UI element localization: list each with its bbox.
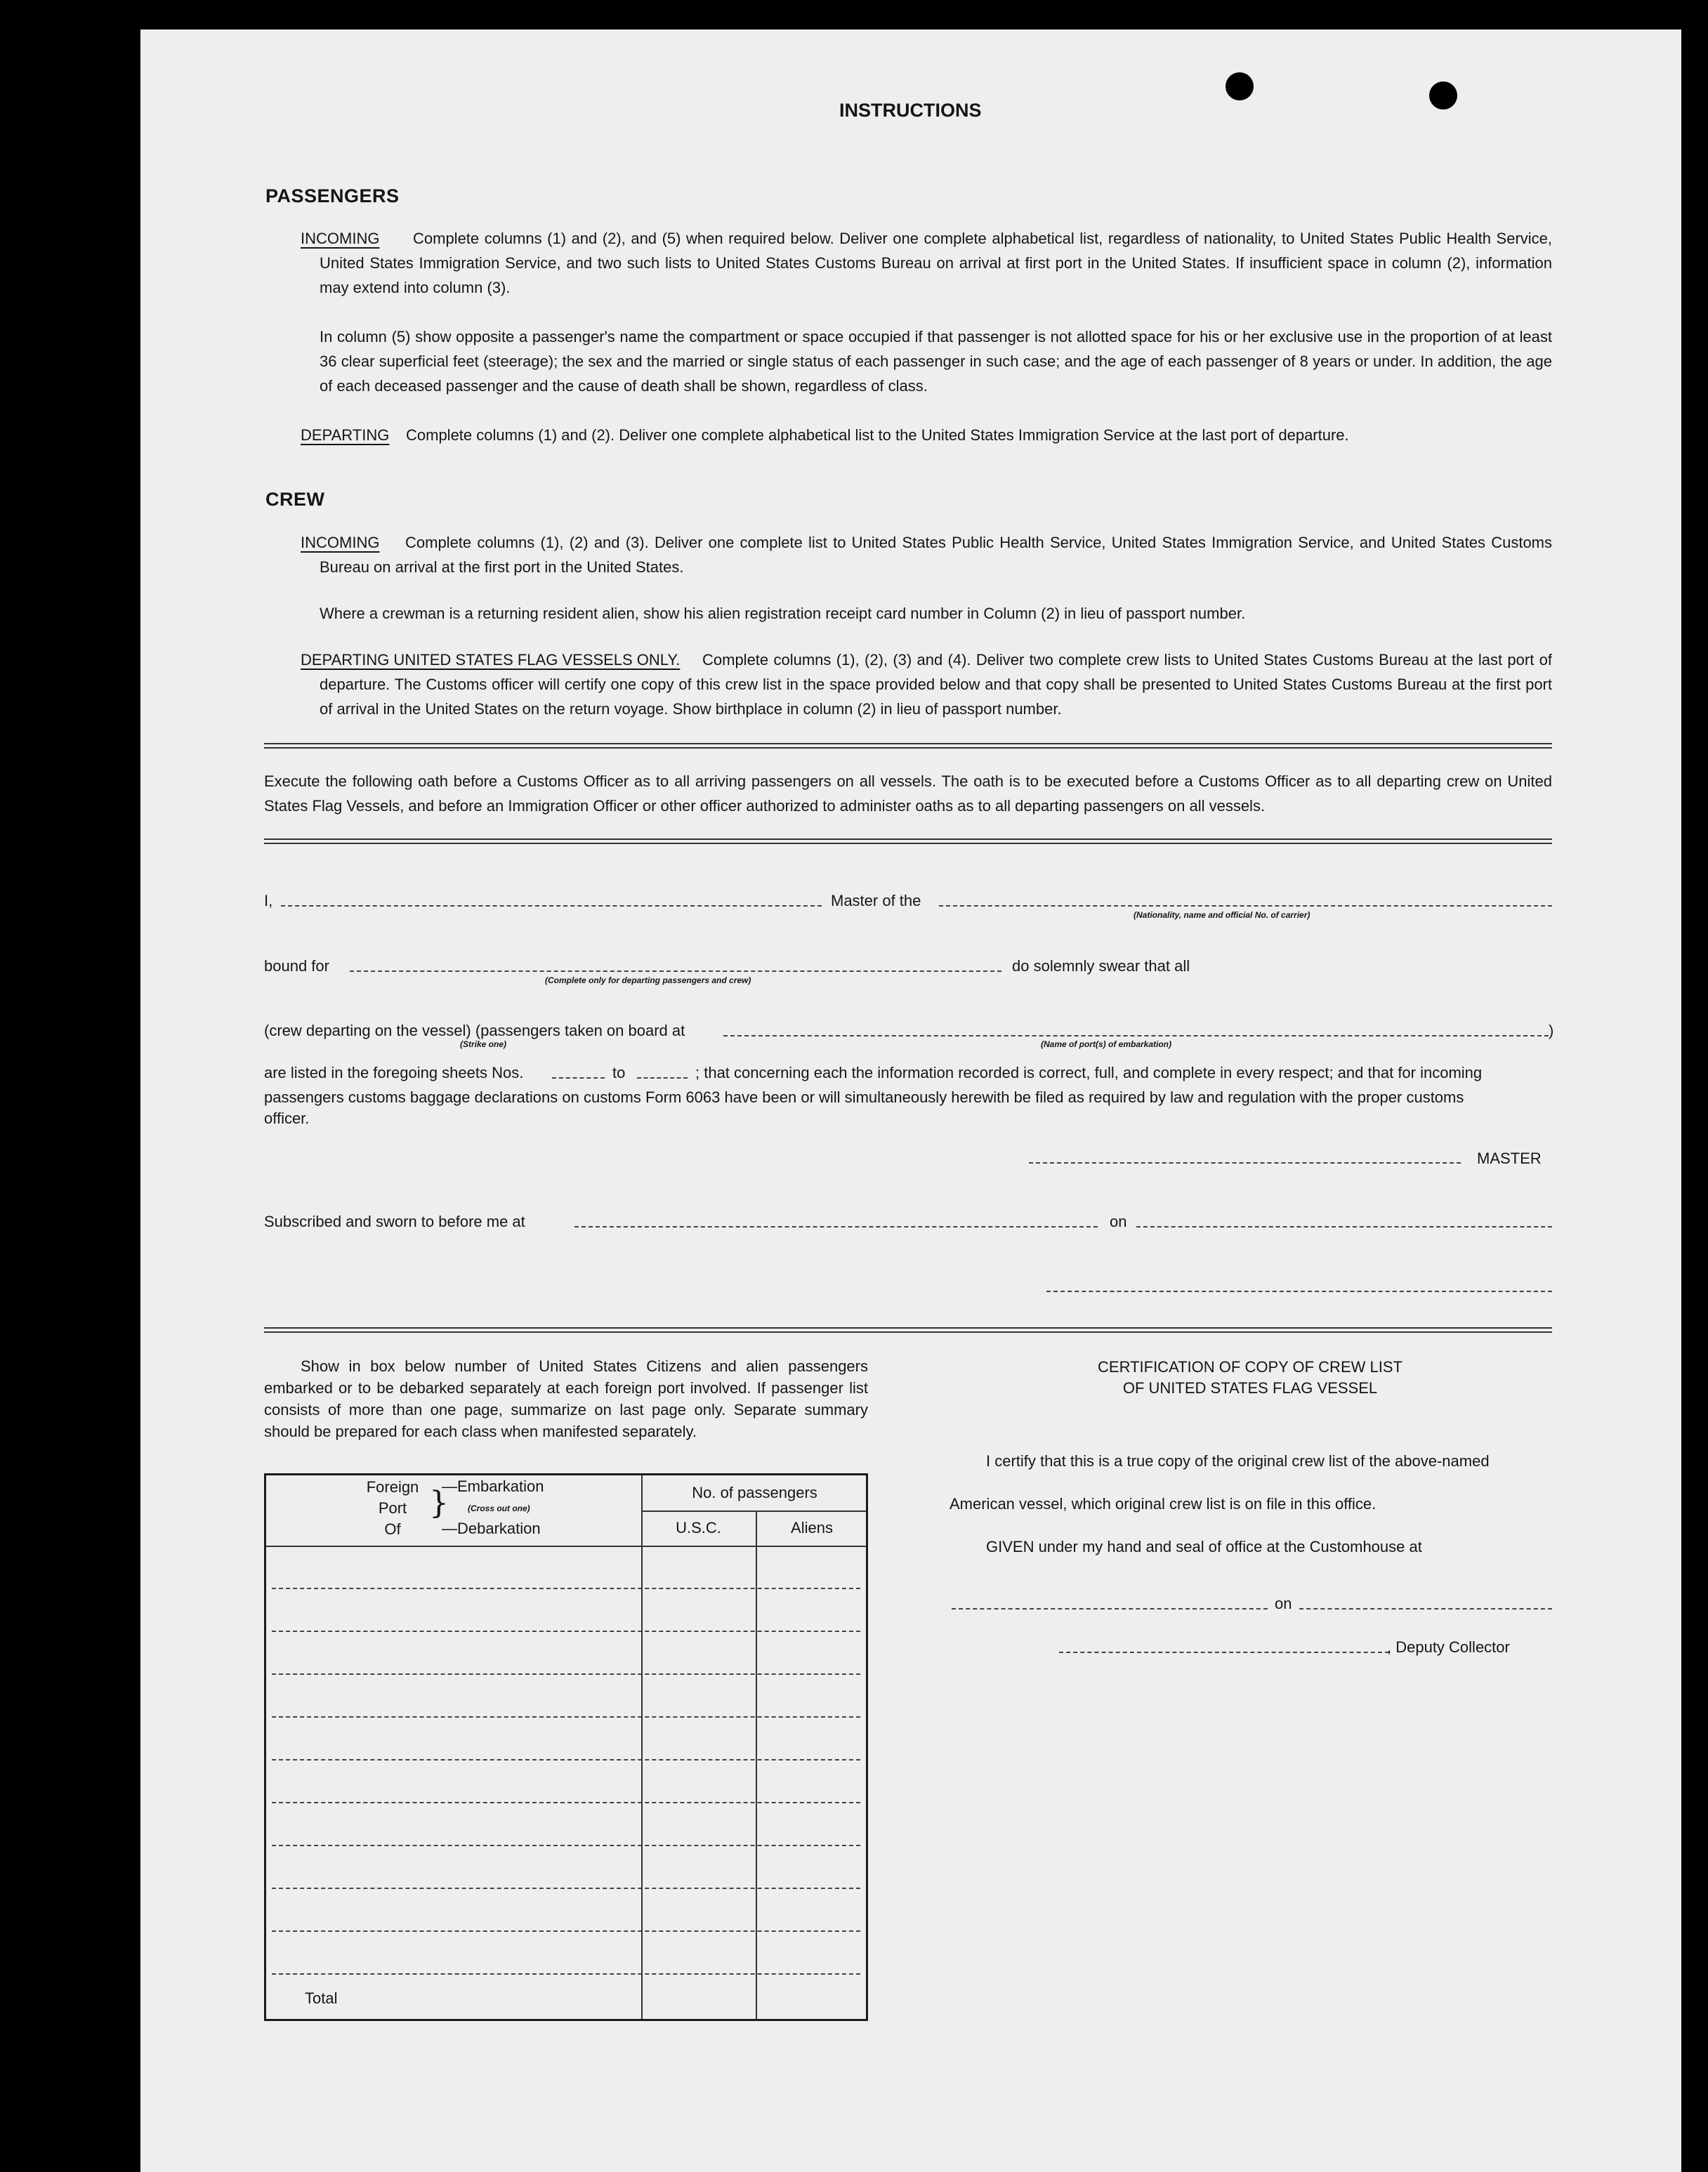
- passengers-column5-text: In column (5) show opposite a passenger's name the compartment or space occupied if that passenger is not allotted space for his or her exclusive use in the proportion of at least 36 clear superficial feet (steerage); the sex and the married or single status of each passenger in such case; and the age of each passenger of 8 years or under. In addition, the age of each deceased passenger and the cause of death shall be shown, regardless of class.: [320, 328, 1552, 395]
- debarkation-label: —Debarkation: [442, 1520, 541, 1537]
- listed-to-label: to: [612, 1064, 626, 1081]
- strike-one-note: (Strike one): [460, 1039, 507, 1049]
- table-row[interactable]: [272, 1888, 860, 1889]
- sheet-from-field[interactable]: [552, 1077, 605, 1079]
- table-divider: [641, 1510, 866, 1512]
- certification-date-field[interactable]: [1299, 1608, 1552, 1610]
- table-row[interactable]: [272, 1759, 860, 1760]
- given-text: GIVEN under my hand and seal of office at the Customhouse at: [986, 1538, 1422, 1555]
- table-row[interactable]: [272, 1673, 860, 1675]
- listed-label-a: are listed in the foregoing sheets Nos.: [264, 1064, 524, 1081]
- passengers-departing-text: Complete columns (1) and (2). Deliver one complete alphabetical list to the United States Immigration Service at the last port of departure.: [406, 426, 1349, 444]
- crew-incoming-label: INCOMING: [301, 534, 380, 551]
- passenger-summary-table: [264, 1473, 868, 2021]
- certification-heading-2: OF UNITED STATES FLAG VESSEL: [1122, 1379, 1378, 1397]
- listed-label-d: officer.: [264, 1110, 310, 1127]
- total-label: Total: [305, 1989, 338, 2007]
- ports-note: (Name of port(s) of embarkation): [1041, 1039, 1172, 1049]
- double-rule: [264, 843, 1552, 844]
- deputy-signature-field[interactable]: [1059, 1652, 1389, 1653]
- carrier-note: (Nationality, name and official No. of carrier): [1134, 910, 1310, 920]
- certify-text-b: American vessel, which original crew list is on file in this office.: [950, 1495, 1377, 1513]
- table-divider: [266, 1546, 866, 1547]
- passengers-departing-label: DEPARTING: [301, 426, 390, 444]
- oath-i-label: I,: [264, 892, 273, 909]
- subscribed-place-field[interactable]: [574, 1226, 1098, 1227]
- certify-text-a: I certify that this is a true copy of the original crew list of the above-named: [986, 1452, 1490, 1470]
- passengers-incoming-text: Complete columns (1) and (2), and (5) when required below. Deliver one complete alphabetical list, regardless of nationality, to United States Public Health Service, United States Immigration Service, and two such lists to United States Customs Bureau on arrival at first port in the United States. If insufficient space in column (2), information may extend into column (3).: [320, 230, 1552, 296]
- of-label: Of: [384, 1520, 401, 1538]
- master-label: MASTER: [1477, 1150, 1542, 1167]
- departing-note: (Complete only for departing passengers and crew): [545, 975, 751, 985]
- ports-field[interactable]: [723, 1035, 1549, 1036]
- subscribed-date-field[interactable]: [1136, 1226, 1552, 1227]
- table-row[interactable]: [272, 1631, 860, 1632]
- close-paren: ): [1549, 1022, 1554, 1039]
- table-row[interactable]: [272, 1802, 860, 1803]
- customhouse-field[interactable]: [952, 1608, 1268, 1610]
- listed-label-b: ; that concerning each the information recorded is correct, full, and complete in every respect; and that for incoming: [695, 1064, 1483, 1081]
- no-of-passengers-header: No. of passengers: [692, 1484, 817, 1501]
- table-row[interactable]: [272, 1930, 860, 1932]
- listed-label-c: passengers customs baggage declarations on customs Form 6063 have been or will simultaneously herewith be filed as required by law and regulation with the proper customs: [264, 1088, 1464, 1106]
- bound-for-label: bound for: [264, 957, 329, 975]
- table-divider: [641, 1475, 643, 2019]
- double-rule: [264, 747, 1552, 749]
- punch-hole: [1429, 81, 1457, 110]
- port-label: Port: [378, 1499, 407, 1517]
- brace-icon: }: [429, 1485, 449, 1521]
- punch-hole: [1226, 72, 1254, 100]
- master-name-field[interactable]: [281, 905, 822, 907]
- officer-signature-field[interactable]: [1046, 1291, 1552, 1292]
- double-rule: [264, 838, 1552, 840]
- table-row[interactable]: [272, 1588, 860, 1589]
- embarkation-label: —Embarkation: [442, 1477, 544, 1495]
- swear-label: do solemnly swear that all: [1012, 957, 1190, 975]
- bound-for-field[interactable]: [350, 970, 1001, 972]
- sheet-to-field[interactable]: [637, 1077, 688, 1079]
- oath-intro: Execute the following oath before a Customs Officer as to all arriving passengers on all vessels. The oath is to be executed before a Customs Officer as to all departing crew on United States Flag Vessels, and before an Immigration Officer or other officer authorized to administer oaths as to all departing passengers on all vessels.: [264, 772, 1552, 815]
- table-row[interactable]: [272, 1716, 860, 1718]
- crew-incoming-text: Complete columns (1), (2) and (3). Deliver one complete list to United States Public Health Service, United States Immigration Service, and United States Customs Bureau on arrival at the first port in the United States.: [320, 534, 1552, 576]
- subscribed-on-label: on: [1110, 1213, 1127, 1230]
- deputy-collector-label: , Deputy Collector: [1387, 1638, 1510, 1656]
- crew-departing-label: DEPARTING UNITED STATES FLAG VESSELS ONLY.: [301, 651, 681, 669]
- table-row[interactable]: [272, 1973, 860, 1975]
- crew-alien-text: Where a crewman is a returning resident alien, show his alien registration receipt card number in Column (2) in lieu of passport number.: [320, 605, 1246, 622]
- passengers-incoming-label: INCOMING: [301, 230, 380, 247]
- master-signature-field[interactable]: [1029, 1162, 1461, 1164]
- foreign-label: Foreign: [366, 1478, 419, 1496]
- carrier-field[interactable]: [939, 905, 1552, 907]
- double-rule: [264, 1327, 1552, 1329]
- double-rule: [264, 1331, 1552, 1333]
- aliens-header: Aliens: [791, 1519, 833, 1536]
- master-of-the-label: Master of the: [831, 892, 921, 909]
- certification-heading-1: CERTIFICATION OF COPY OF CREW LIST: [1098, 1358, 1402, 1376]
- cross-out-note: (Cross out one): [468, 1503, 530, 1513]
- crew-heading: CREW: [265, 489, 325, 510]
- usc-header: U.S.C.: [676, 1519, 721, 1536]
- crew-departing-text: Complete columns (1), (2), (3) and (4). Deliver two complete crew lists to United States Customs Bureau at the last port of departure. The Customs officer will certify one copy of this crew list in the space provided below and that copy shall be presented to United States Customs Bureau at the first port of arrival in the United States on the return voyage. Show birthplace in column (2) in lieu of passport number.: [320, 651, 1552, 718]
- table-row[interactable]: [272, 1845, 860, 1846]
- summary-instructions: Show in box below number of United States Citizens and alien passengers embarked or to be debarked separately at each foreign port involved. If passenger list consists of more than one page, summarize on last page only. Separate summary should be prepared for each class when manifested separately.: [264, 1357, 868, 1440]
- double-rule: [264, 743, 1552, 744]
- passengers-heading: PASSENGERS: [265, 185, 400, 206]
- crew-passengers-label: (crew departing on the vessel) (passengers taken on board at: [264, 1022, 685, 1039]
- certification-on-label: on: [1275, 1595, 1292, 1612]
- subscribed-label: Subscribed and sworn to before me at: [264, 1213, 525, 1230]
- table-divider: [756, 1510, 757, 2019]
- page-title: INSTRUCTIONS: [839, 100, 982, 121]
